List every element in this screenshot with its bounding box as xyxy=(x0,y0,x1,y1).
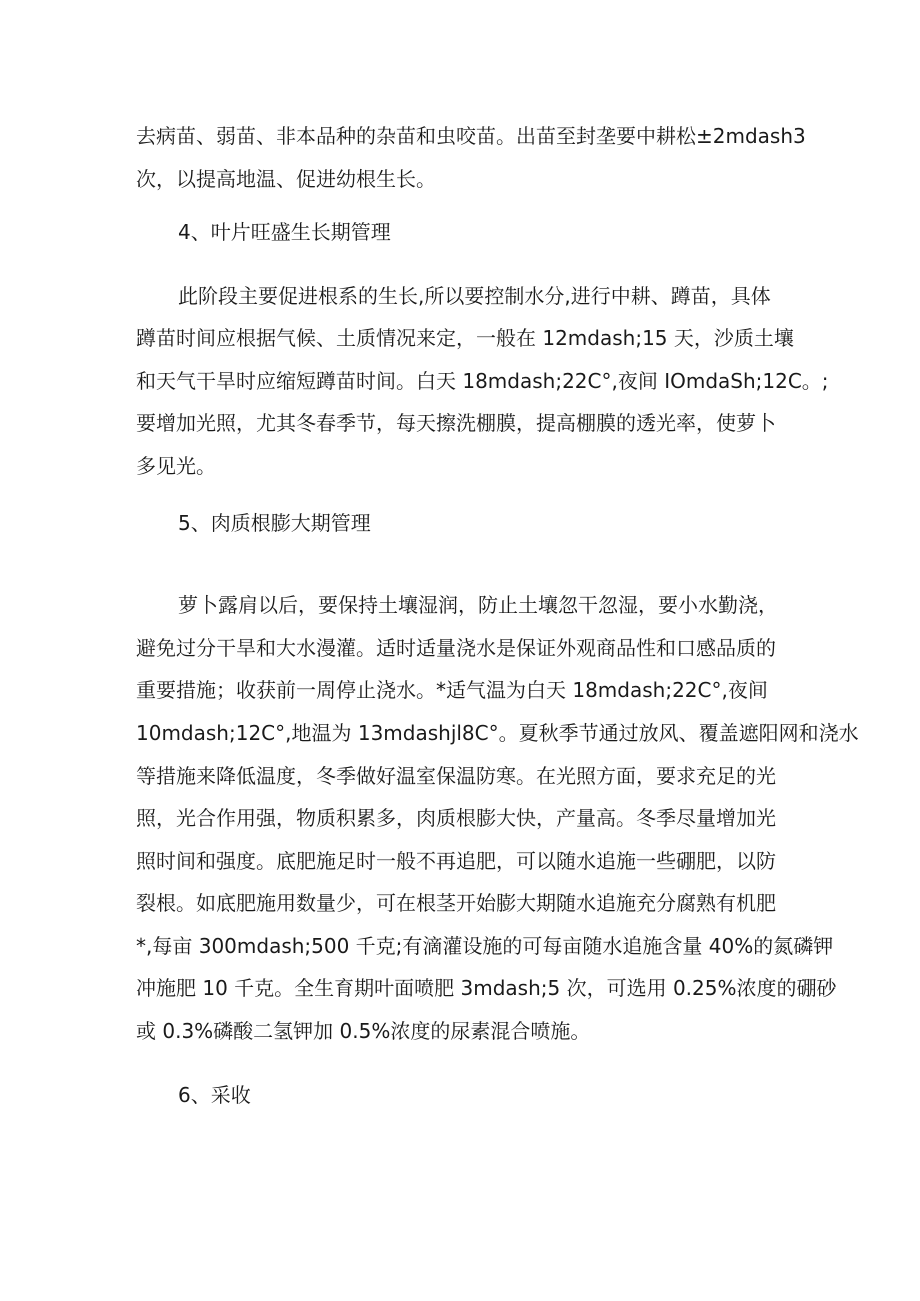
paragraph-line: 或 0.3%磷酸二氢钾加 0.5%浓度的尿素混合喷施。 xyxy=(136,1019,591,1043)
paragraph-line: 萝卜露肩以后，要保持土壤湿润，防止土壤忽干忽湿，要小水勤浇， xyxy=(178,593,778,617)
section-heading-4: 4、叶片旺盛生长期管理 xyxy=(178,220,391,244)
paragraph-line: 照，光合作用强，物质积累多，肉质根膨大快，产量高。冬季尽量增加光 xyxy=(136,806,776,830)
paragraph-line: 裂根。如底肥施用数量少，可在根茎开始膨大期随水追施充分腐熟有机肥 xyxy=(136,891,776,915)
paragraph-line: 蹲苗时间应根据气候、土质情况来定，一般在 12mdash;15 天，沙质土壤 xyxy=(136,326,794,350)
paragraph-line: 照时间和强度。底肥施足时一般不再追肥，可以随水追施一些硼肥，以防 xyxy=(136,849,776,873)
paragraph-line: 次，以提高地温、促进幼根生长。 xyxy=(136,167,436,191)
paragraph-line: 此阶段主要促进根系的生长,所以要控制水分,进行中耕、蹲苗，具体 xyxy=(178,284,771,308)
section-heading-5: 5、肉质根膨大期管理 xyxy=(178,511,371,535)
paragraph-line: *,每亩 300mdash;500 千克;有滴灌设施的可每亩随水追施含量 40%的氮磷钾 xyxy=(136,934,834,958)
paragraph-line: 等措施来降低温度，冬季做好温室保温防寒。在光照方面，要求充足的光 xyxy=(136,764,776,788)
paragraph-line: 和天气干旱时应缩短蹲苗时间。白天 18mdash;22C°,夜间 IOmdaSh;12C。; xyxy=(136,369,829,393)
paragraph-line: 避免过分干旱和大水漫灌。适时适量浇水是保证外观商品性和口感品质的 xyxy=(136,636,776,660)
paragraph-line: 重要措施；收获前一周停止浇水。*适气温为白天 18mdash;22C°,夜间 xyxy=(136,678,768,702)
paragraph-line: 多见光。 xyxy=(136,454,216,478)
section-heading-6: 6、采收 xyxy=(178,1083,251,1107)
paragraph-line: 要增加光照，尤其冬春季节，每天擦洗棚膜，提高棚膜的透光率，使萝卜 xyxy=(136,411,776,435)
paragraph-line: 10mdash;12C°,地温为 13mdashjl8C°。夏秋季节通过放风、覆盖遮阳网和浇水 xyxy=(136,721,859,745)
paragraph-line: 去病苗、弱苗、非本品种的杂苗和虫咬苗。出苗至封垄要中耕松±2mdash3 xyxy=(136,124,806,148)
paragraph-line: 冲施肥 10 千克。全生育期叶面喷肥 3mdash;5 次，可选用 0.25%浓度的硼砂 xyxy=(136,976,837,1000)
